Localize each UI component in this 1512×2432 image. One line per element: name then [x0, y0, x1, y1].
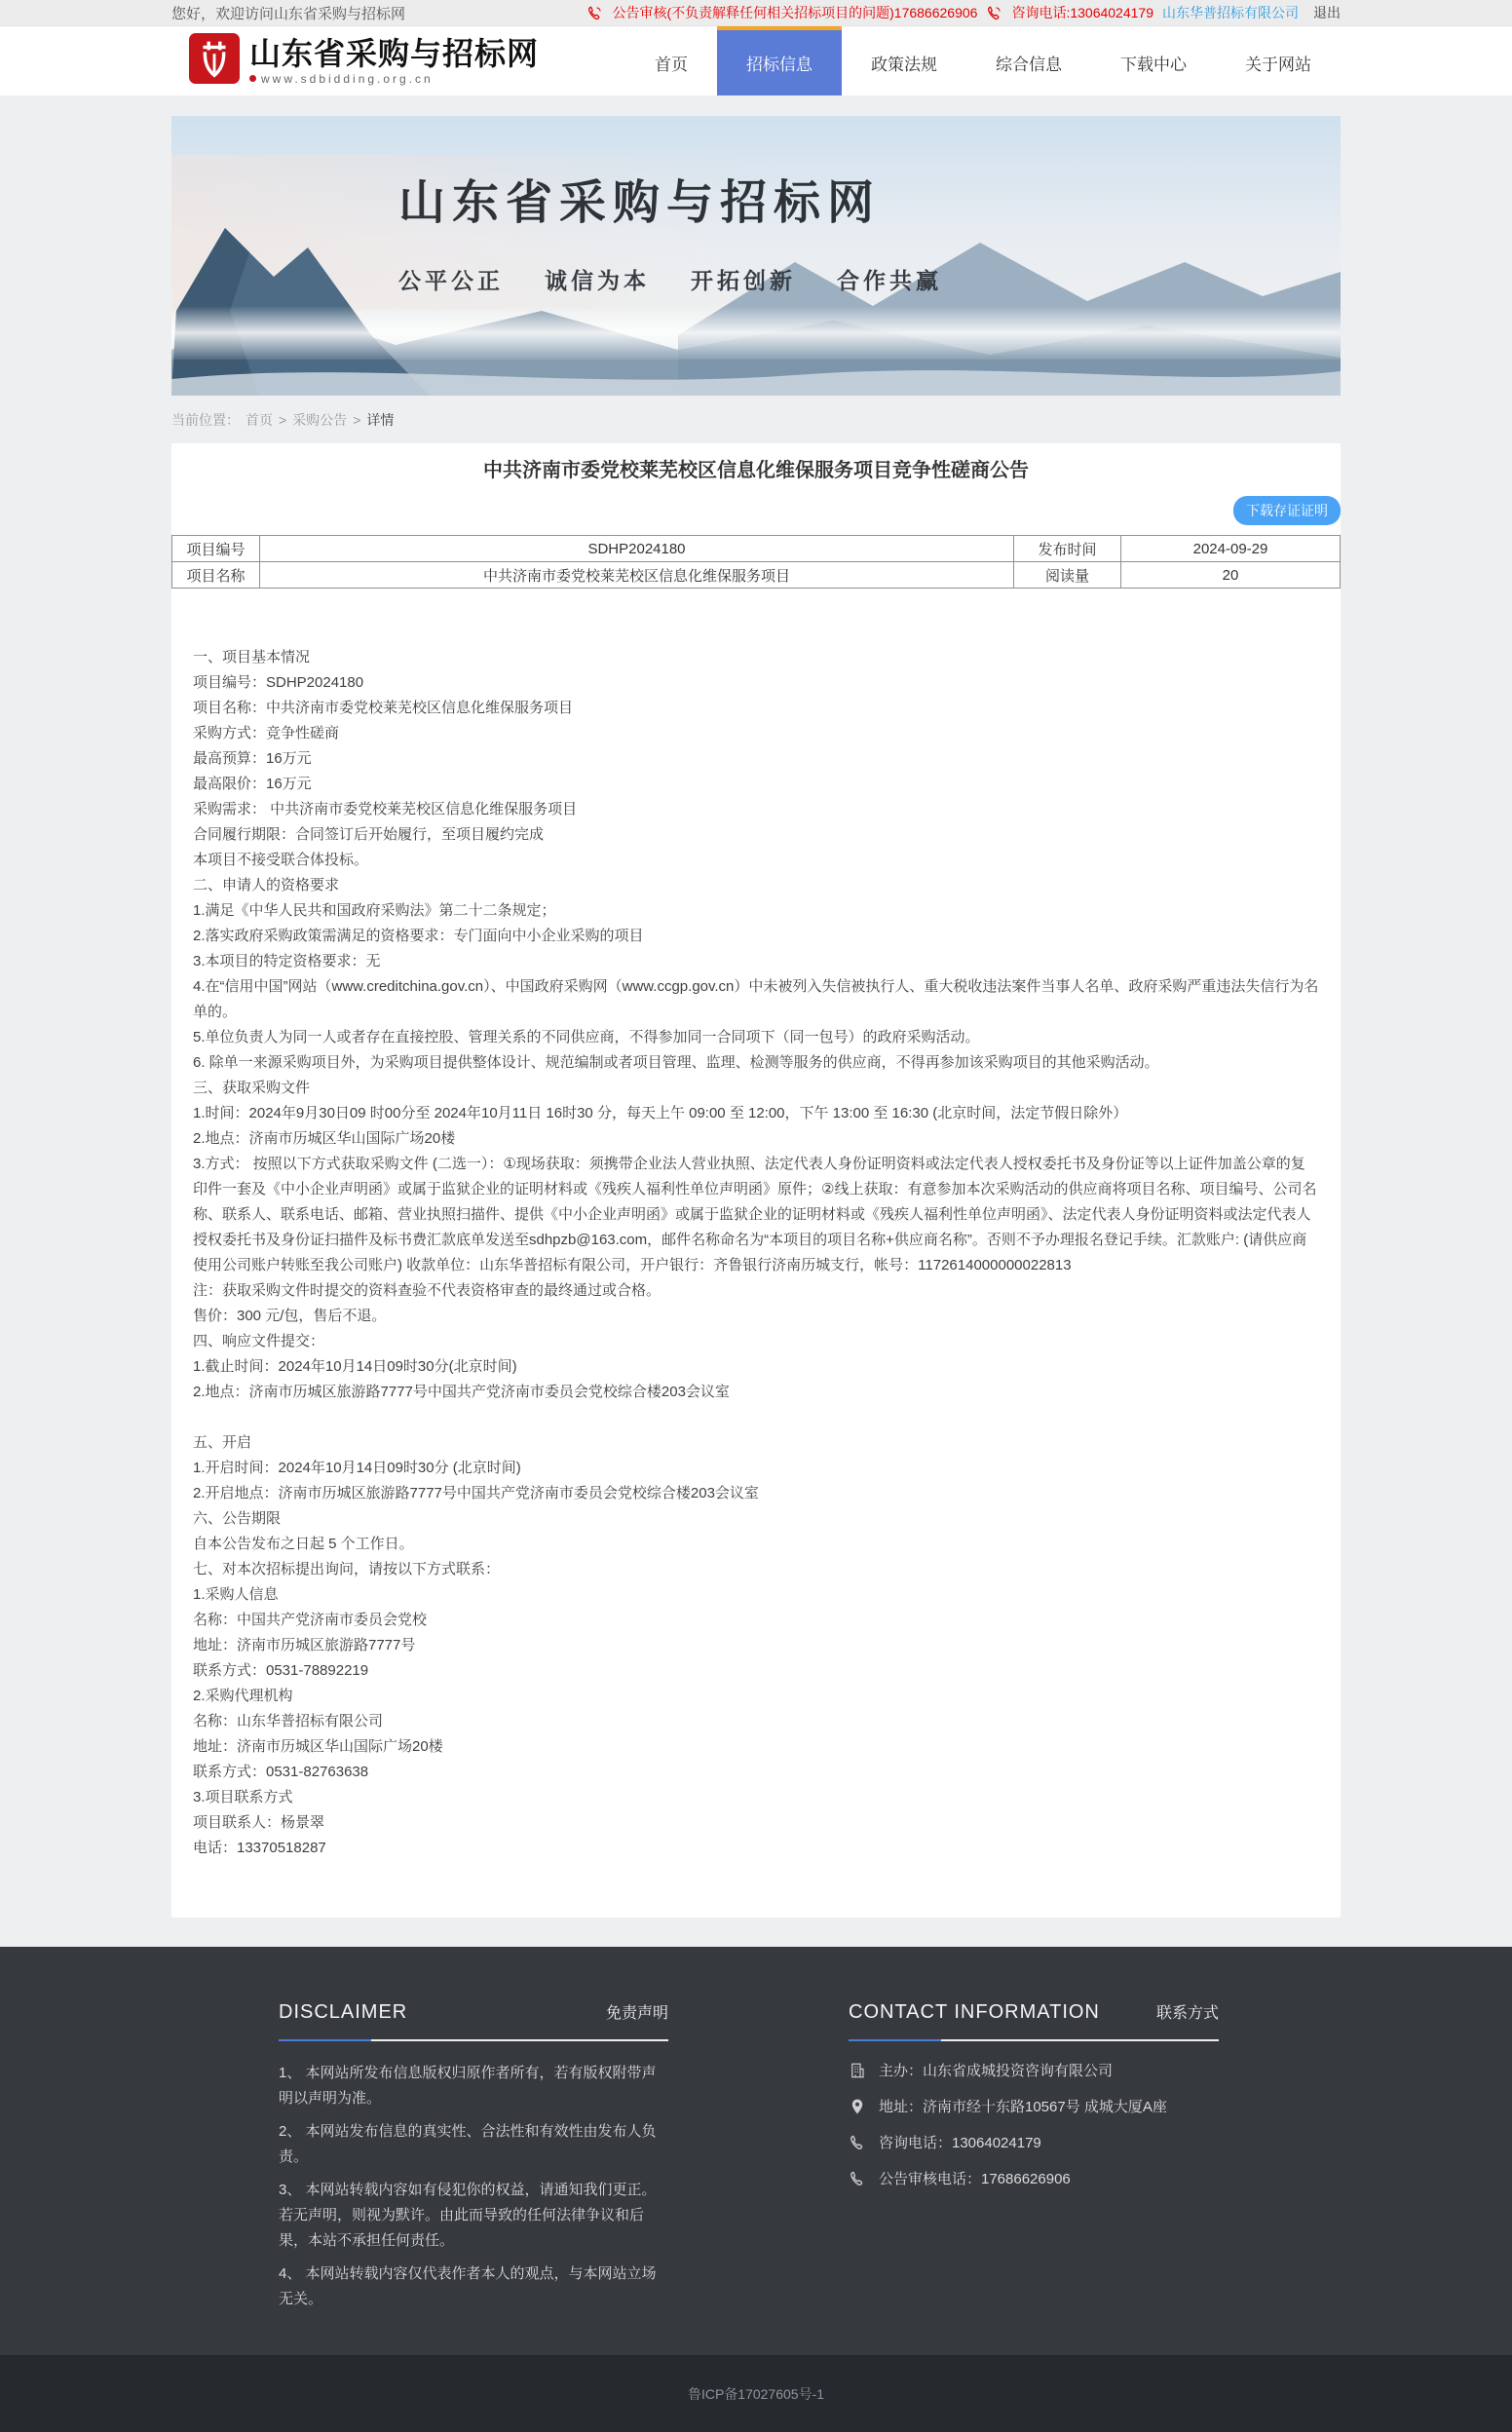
table-row [172, 562, 1341, 589]
disclaimer-item: 2、 本网站发布信息的真实性、合法性和有效性由发布人负责。 [279, 2123, 657, 2165]
announcement-paragraph: 项目编号：SDHP2024180 [193, 674, 364, 691]
breadcrumb-current: 详情 [366, 411, 395, 428]
announcement-paragraph: 1.采购人信息 [193, 1586, 279, 1603]
meta-value: 中共济南市委党校莱芜校区信息化维保服务项目 [260, 562, 1014, 589]
company-link[interactable]: 山东华普招标有限公司 [1162, 5, 1299, 20]
footer-disclaimer-section [279, 2000, 668, 2320]
site-logo[interactable] [189, 26, 539, 95]
nav-item-policies[interactable]: 政策法规 [871, 56, 937, 74]
breadcrumb-separator: > [353, 411, 361, 428]
meta-label: 阅读量 [1014, 562, 1121, 589]
contact-audit-phone-text: 公告审核电话：17686626906 [879, 2171, 1071, 2187]
site-footer [0, 1947, 1512, 2355]
meta-value: 20 [1121, 562, 1341, 589]
announcement-body [193, 645, 1319, 1861]
announcement-paragraph: 联系方式：0531-82763638 [193, 1764, 369, 1780]
announcement-paragraph: 项目名称：中共济南市委党校莱芜校区信息化维保服务项目 [193, 700, 574, 716]
footer-divider [849, 2039, 1219, 2041]
disclaimer-title-en: DISCLAIMER [279, 2001, 408, 2023]
announcement-paragraph: 七、对本次招标提出询问，请按以下方式联系： [193, 1561, 501, 1577]
disclaimer-list [279, 2061, 668, 2312]
phone-icon [849, 2170, 866, 2187]
announcement-paragraph: 名称：山东华普招标有限公司 [193, 1713, 384, 1729]
site-header [0, 26, 1512, 95]
meta-value: 2024-09-29 [1121, 536, 1341, 562]
contact-address-text: 地址：济南市经十东路10567号 成城大厦A座 [879, 2099, 1167, 2115]
contact-item-host [849, 2061, 1219, 2082]
table-row [172, 536, 1341, 562]
announcement-paragraph: 3.本项目的特定资格要求：无 [193, 953, 381, 969]
meta-label: 发布时间 [1014, 536, 1121, 562]
contact-title-zh: 联系方式 [1155, 2005, 1219, 2022]
top-utility-bar [0, 0, 1512, 26]
announcement-paragraph: 最高限价：16万元 [193, 776, 312, 792]
announcement-paragraph: 一、项目基本情况 [193, 649, 311, 665]
announcement-paragraph: 2.地点：济南市历城区华山国际广场20楼 [193, 1130, 456, 1147]
contact-title-en: CONTACT INFORMATION [849, 2001, 1100, 2023]
download-certificate-button[interactable]: 下载存证证明 [1233, 496, 1341, 525]
banner-slogans [398, 263, 942, 295]
announcement-paragraph: 四、响应文件提交： [193, 1333, 325, 1349]
icp-number: 鲁ICP备17027605号-1 [687, 2385, 825, 2402]
announcement-paragraph: 2.地点：济南市历城区旅游路7777号中国共产党济南市委员会党校综合楼203会议室 [193, 1384, 730, 1400]
announcement-paragraph: 2.落实政府采购政策需满足的资格要求：专门面向中小企业采购的项目 [193, 928, 644, 944]
breadcrumb-label: 当前位置： [171, 411, 240, 428]
announcement-paragraph: 项目联系人：杨景翠 [193, 1814, 325, 1831]
contact-item-consult-phone [849, 2133, 1219, 2154]
logout-link[interactable]: 退出 [1313, 5, 1341, 20]
consult-phone-text: 咨询电话:13064024179 [1011, 5, 1153, 20]
announcement-paragraph: 采购需求： 中共济南市委党校莱芜校区信息化维保服务项目 [193, 801, 578, 817]
disclaimer-item: 3、 本网站转载内容如有侵犯你的权益，请通知我们更正。若无声明，则视为默许。由此而导致的任何法律争议和后果，本站不承担任何责任。 [279, 2182, 657, 2249]
footer-contact-section [849, 2000, 1219, 2320]
announcement-paragraph: 六、公告期限 [193, 1510, 282, 1527]
site-url: www.sdbidding.org.cn [249, 73, 539, 85]
announcement-paragraph: 注：获取采购文件时提交的资料查验不代表资格审查的最终通过或合格。 [193, 1282, 662, 1299]
icp-bar [0, 2355, 1512, 2432]
nav-item-about[interactable]: 关于网站 [1245, 56, 1311, 74]
announcement-paragraph: 最高预算：16万元 [193, 750, 312, 767]
announcement-paragraph: 3.项目联系方式 [193, 1789, 293, 1805]
announcement-paragraph: 三、获取采购文件 [193, 1080, 311, 1096]
disclaimer-title-zh: 免责声明 [605, 2005, 668, 2022]
announcement-paragraph: 自本公告发布之日起 5 个工作日。 [193, 1536, 414, 1552]
banner-slogan-item: 公平公正 [398, 268, 504, 293]
nav-item-home[interactable]: 首页 [655, 56, 688, 74]
announcement-paragraph [193, 1405, 1319, 1430]
building-icon [849, 2062, 866, 2079]
breadcrumb-category-link[interactable]: 采购公告 [292, 411, 348, 428]
contact-item-address [849, 2097, 1219, 2118]
meta-label: 项目编号 [172, 536, 260, 562]
meta-value: SDHP2024180 [260, 536, 1014, 562]
footer-divider [279, 2039, 668, 2041]
announcement-paragraph: 1.截止时间：2024年10月14日09时30分(北京时间) [193, 1358, 517, 1375]
announcement-paragraph: 本项目不接受联合体投标。 [193, 852, 369, 868]
banner-slogan-item: 开拓创新 [691, 268, 796, 293]
announcement-paragraph: 名称：中国共产党济南市委员会党校 [193, 1612, 428, 1628]
announcement-paragraph: 5.单位负责人为同一人或者存在直接控股、管理关系的不同供应商，不得参加同一合同项下（同一包号）的政府采购活动。 [193, 1029, 980, 1045]
announcement-paragraph: 二、申请人的资格要求 [193, 877, 340, 893]
site-name: 山东省采购与招标网 [249, 34, 540, 72]
main-nav [625, 26, 1341, 95]
announcement-paragraph: 采购方式：竞争性磋商 [193, 725, 340, 741]
breadcrumb-home-link[interactable]: 首页 [246, 411, 273, 428]
site-logo-icon [189, 33, 240, 89]
project-meta-table [171, 535, 1341, 589]
announcement-paragraph: 地址：济南市历城区旅游路7777号 [193, 1637, 416, 1653]
phone-icon [586, 5, 603, 21]
announcement-paragraph: 3.方式： 按照以下方式获取采购文件 (二选一）：①现场获取：须携带企业法人营业执照、法定代表人身份证明资料或法定代表人授权委托书及身份证等以上证件加盖公章的复印件一套及《中小企业声明函》或属于监狱企业的证明材料或《残疾人福利性单位声明函》原件；②线上获取：有意参加本次采购活动的供应商将项目名称、项目编号、公司名称、联系人、联系电话、邮箱、营业执照扫描件、提供《中小企业声明函》或属于监狱企业的证明材料或《残疾人福利性单位声明函》、法定代表人身份证明资料或法定代表人授权委托书及身份证扫描件及标书费汇款底单发送至sdhpzb@163.com，邮件名称命名为“本项目的项目名称+供应商名称”。否则不予办理报名登记手续。汇款账户: (请供应商使用公司账户转账至我公司账户) 收款单位：山东华普招标有限公司，开户银行：齐鲁银行济南历城支行，帐号：1172614000000022813 [193, 1156, 1317, 1273]
welcome-text: 您好，欢迎访问山东省采购与招标网 [171, 5, 406, 22]
contact-host-text: 主办：山东省成城投资咨询有限公司 [879, 2063, 1114, 2079]
phone-icon [849, 2134, 866, 2151]
announcement-paragraph: 1.开启时间：2024年10月14日09时30分 (北京时间) [193, 1460, 521, 1476]
announcement-card [171, 443, 1341, 1918]
banner-slogan-item: 诚信为本 [545, 268, 650, 293]
disclaimer-item: 4、 本网站转载内容仅代表作者本人的观点，与本网站立场无关。 [279, 2265, 657, 2307]
announcement-paragraph: 4.在“信用中国”网站（www.creditchina.gov.cn）、中国政府采购网（www.ccgp.gov.cn）中未被列入失信被执行人、重大税收违法案件当事人名单、政府采购严重违法失信行为名单的。 [193, 978, 1319, 1020]
contact-consult-phone-text: 咨询电话：13064024179 [879, 2135, 1041, 2151]
announcement-paragraph: 2.采购代理机构 [193, 1688, 293, 1704]
announcement-paragraph: 五、开启 [193, 1434, 252, 1451]
url-bullet-icon [249, 75, 256, 82]
announcement-paragraph: 地址：济南市历城区华山国际广场20楼 [193, 1738, 443, 1755]
breadcrumb-separator: > [279, 411, 287, 428]
location-icon [849, 2098, 866, 2115]
nav-item-general-info[interactable]: 综合信息 [996, 56, 1062, 74]
meta-label: 项目名称 [172, 562, 260, 589]
hero-banner [171, 116, 1341, 396]
announcement-paragraph: 联系方式：0531-78892219 [193, 1662, 369, 1679]
announcement-paragraph: 1.满足《中华人民共和国政府采购法》第二十二条规定； [193, 902, 556, 919]
banner-slogan-item: 合作共赢 [837, 268, 942, 293]
disclaimer-item: 1、 本网站所发布信息版权归原作者所有，若有版权附带声明以声明为准。 [279, 2065, 657, 2107]
announcement-paragraph: 1.时间：2024年9月30日09 时00分至 2024年10月11日 16时30 分，每天上午 09:00 至 12:00，下午 13:00 至 16:30 (北京时间，法定节假日除外） [193, 1105, 1128, 1121]
breadcrumb [171, 409, 1341, 430]
announcement-paragraph: 售价：300 元/包，售后不退。 [193, 1308, 387, 1324]
announcement-paragraph: 电话：13370518287 [193, 1840, 326, 1856]
nav-item-bidding-info[interactable]: 招标信息 [717, 26, 842, 95]
contact-item-audit-phone [849, 2169, 1219, 2190]
banner-title: 山东省采购与招标网 [398, 175, 882, 230]
announcement-paragraph: 2.开启地点：济南市历城区旅游路7777号中国共产党济南市委员会党校综合楼203会议室 [193, 1485, 759, 1501]
audit-phone-text: 公告审核(不负责解释任何相关招标项目的问题)17686626906 [612, 5, 978, 20]
announcement-paragraph: 合同履行期限：合同签订后开始履行，至项目履约完成 [193, 826, 545, 843]
announcement-paragraph: 6. 除单一来源采购项目外，为采购项目提供整体设计、规范编制或者项目管理、监理、检测等服务的供应商，不得再参加该采购项目的其他采购活动。 [193, 1054, 1159, 1071]
phone-icon [986, 5, 1002, 21]
nav-item-downloads[interactable]: 下载中心 [1120, 56, 1187, 74]
announcement-title: 中共济南市委党校莱芜校区信息化维保服务项目竞争性磋商公告 [483, 460, 1029, 481]
